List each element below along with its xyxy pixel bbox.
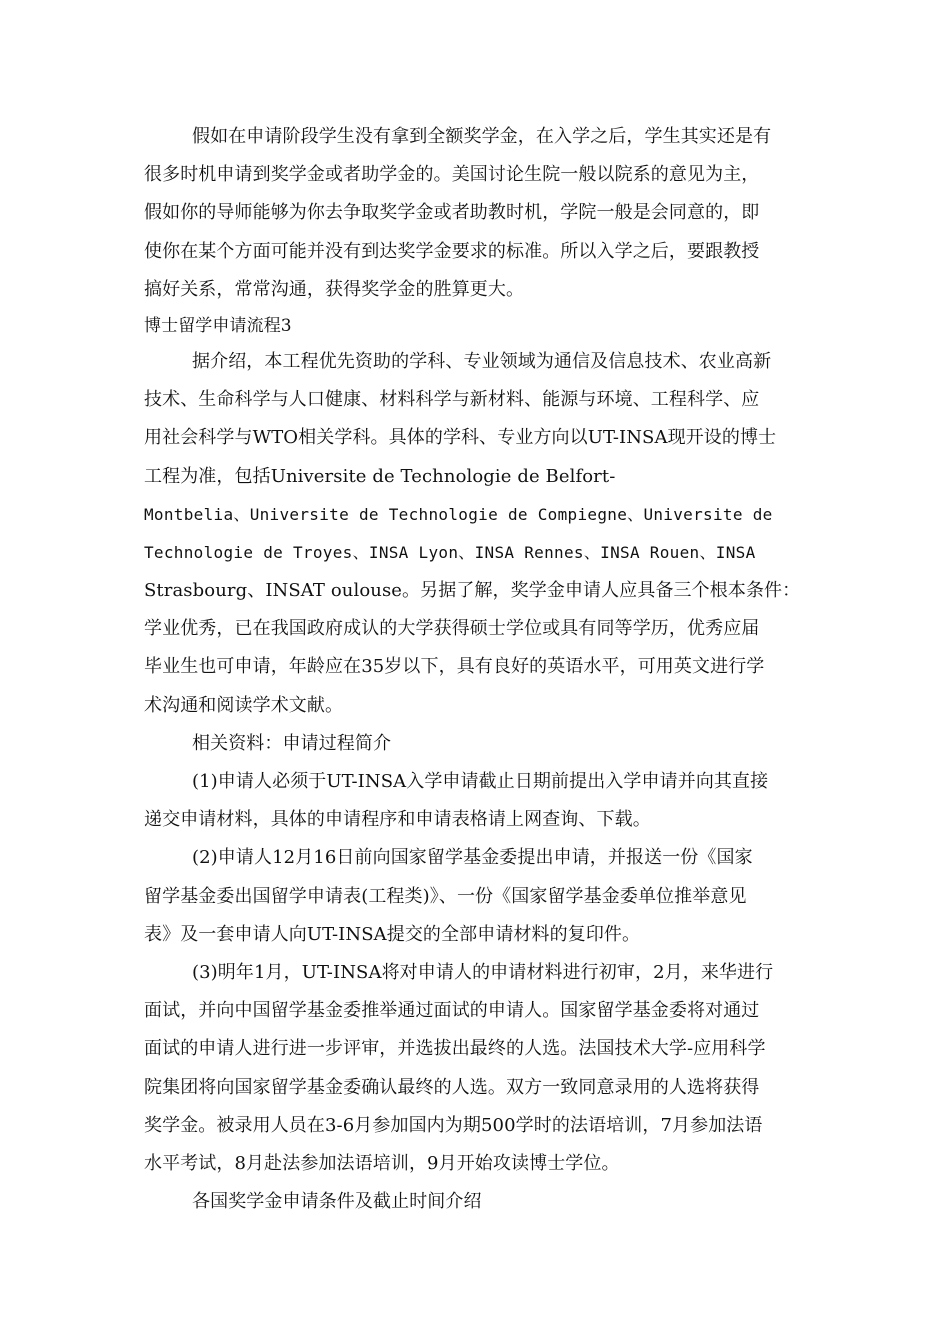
text-line: 奖学金。被录用人员在3-6月参加国内为期500学时的法语培训，7月参加法语 <box>144 1114 763 1136</box>
text-line: Montbelia、Universite de Technologie de Compiegne、Universite de <box>144 504 773 524</box>
text-line: 搞好关系，常常沟通，获得奖学金的胜算更大。 <box>144 278 525 300</box>
document-body <box>144 118 810 1221</box>
text-line: 使你在某个方面可能并没有到达奖学金要求的标准。所以入学之后，要跟教授 <box>144 240 760 262</box>
text-line: 留学基金委出国留学申请表(工程类)》、一份《国家留学基金委单位推举意见 <box>144 885 747 907</box>
text-line: (3)明年1月，UT-INSA将对申请人的申请材料进行初审，2月，来华进行 <box>192 961 774 983</box>
subheading-application-process: 相关资料：申请过程简介 <box>192 732 392 754</box>
text-line: 毕业生也可申请，年龄应在35岁以下，具有良好的英语水平，可用英文进行学 <box>144 656 765 678</box>
paragraph-program-introduction <box>144 343 810 725</box>
paragraph-step-1 <box>144 763 810 839</box>
text-line: 术沟通和阅读学术文献。 <box>144 694 344 716</box>
paragraph-step-3 <box>144 954 810 1183</box>
text-line: 用社会科学与WTO相关学科。具体的学科、专业方向以UT-INSA现开设的博士 <box>144 427 777 449</box>
text-line: 表》及一套申请人向UT-INSA提交的全部申请材料的复印件。 <box>144 923 641 945</box>
text-line: 假如在申请阶段学生没有拿到全额奖学金，在入学之后，学生其实还是有 <box>192 126 772 147</box>
section-heading: 博士留学申请流程3 <box>144 315 292 336</box>
text-line: (2)申请人12月16日前向国家留学基金委提出申请，并报送一份《国家 <box>192 847 753 869</box>
paragraph-scholarship-after-admission <box>144 118 810 309</box>
text-line: 水平考试，8月赴法参加法语培训，9月开始攻读博士学位。 <box>144 1152 620 1174</box>
text-line: Technologie de Troyes、INSA Lyon、INSA Rennes、INSA Rouen、INSA <box>144 542 756 562</box>
text-line: 递交申请材料，具体的申请程序和申请表格请上网查询、下载。 <box>144 809 651 831</box>
text-line: (1)申请人必须于UT-INSA入学申请截止日期前提出入学申请并向其直接 <box>192 771 769 792</box>
text-line: 面试，并向中国留学基金委推举通过面试的申请人。国家留学基金委将对通过 <box>144 1000 760 1022</box>
text-line: 面试的申请人进行进一步评审，并选拔出最终的人选。法国技术大学-应用科学 <box>144 1038 766 1060</box>
text-line: Strasbourg、INSAT oulouse。另据了解，奖学金申请人应具备三个根本条件： <box>144 580 801 602</box>
text-line: 很多时机申请到奖学金或者助学金的。美国讨论生院一般以院系的意见为主， <box>144 164 760 186</box>
text-line: 假如你的导师能够为你去争取奖学金或者助教时机，学院一般是会同意的，即 <box>144 202 760 224</box>
paragraph-step-2 <box>144 839 810 954</box>
closing-line: 各国奖学金申请条件及截止时间介绍 <box>192 1191 482 1213</box>
text-line: 学业优秀，已在我国政府成认的大学获得硕士学位或具有同等学历，优秀应届 <box>144 618 760 640</box>
text-line: 据介绍，本工程优先资助的学科、专业领域为通信及信息技术、农业高新 <box>192 350 772 372</box>
text-line: 院集团将向国家留学基金委确认最终的人选。双方一致同意录用的人选将获得 <box>144 1076 760 1098</box>
text-line: 技术、生命科学与人口健康、材料科学与新材料、能源与环境、工程科学、应 <box>144 389 760 411</box>
text-line: 工程为准，包括Universite de Technologie de Belfort- <box>144 465 616 487</box>
